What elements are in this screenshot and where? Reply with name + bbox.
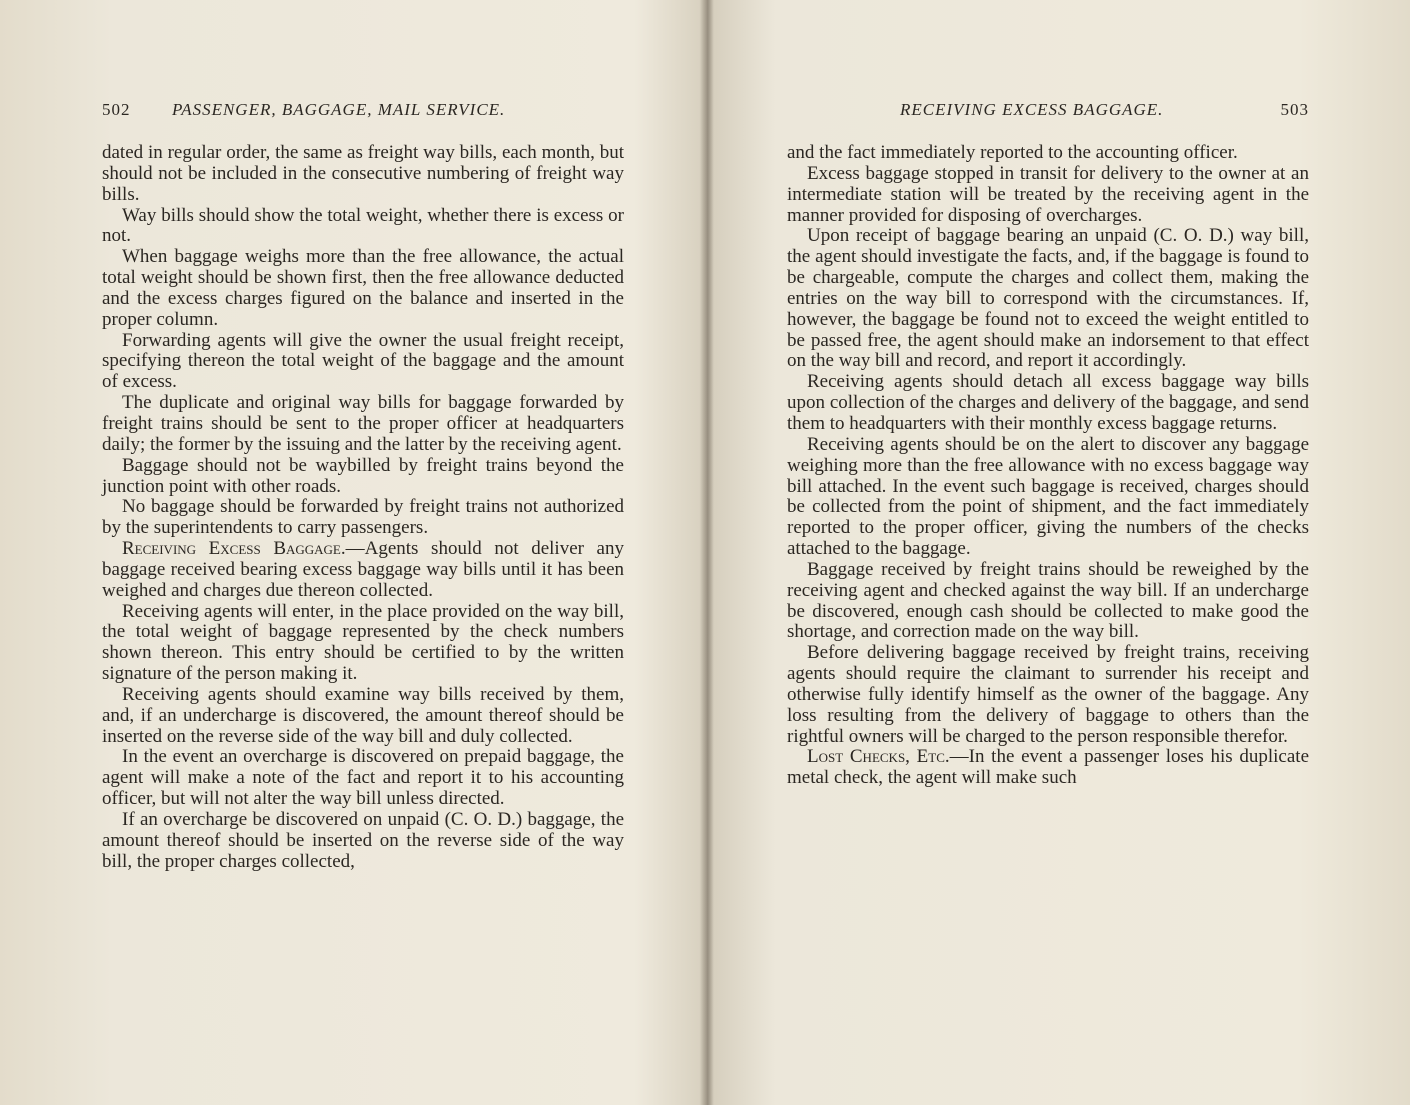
left-page: [102, 0, 624, 1105]
section-heading-lost-checks: Lost Checks, Etc.: [807, 746, 950, 768]
section-paragraph: [787, 747, 1309, 789]
book-gutter: [700, 0, 714, 1105]
paragraph: Forwarding agents will give the owner the usual freight receipt, specifying thereon the total weight of the baggage and the amount of excess.: [102, 329, 624, 393]
paragraph: Receiving agents should examine way bills received by them, and, if an undercharge is discovered, the amount thereof should be inserted on the reverse side of the way bill and duly collected.: [102, 683, 624, 747]
paragraph: If an overcharge be discovered on unpaid (C. O. D.) baggage, the amount thereof should be inserted on the reverse side of the way bill, the proper charges collected,: [102, 809, 624, 872]
paragraph: Baggage should not be waybilled by freight trains beyond the junction point with other roads.: [102, 454, 624, 497]
paragraph: In the event an overcharge is discovered on prepaid baggage, the agent will make a note of the fact and report it to his accounting officer, but will not alter the way bill unless directed.: [102, 746, 624, 810]
section-text: —Agents should not deliver any baggage received bearing excess baggage way bills until it has been weighed and charges due thereon collected.: [102, 538, 624, 601]
right-page-number: 503: [1280, 100, 1309, 119]
left-running-title: PASSENGER, BAGGAGE, MAIL SERVICE.: [172, 100, 506, 119]
paragraph: and the fact immediately reported to the accounting officer.: [787, 142, 1238, 163]
left-running-head: [102, 100, 624, 124]
paragraph: Receiving agents should be on the alert to discover any baggage weighing more than the free allowance with no excess baggage way bill attached. In the event such baggage is received, charges should be collected from the point of shipment, and the fact immediately reported to the proper officer, giving the numbers of the checks attached to the baggage.: [787, 433, 1309, 560]
paragraph: Excess baggage stopped in transit for delivery to the owner at an intermediate station will be treated by the receiving agent in the manner provided for disposing of overcharges.: [787, 162, 1309, 226]
section-paragraph: [102, 539, 624, 602]
section-heading-receiving-excess-baggage: Receiving Excess Baggage.: [122, 538, 346, 560]
right-running-head: [787, 100, 1309, 124]
paragraph: When baggage weighs more than the free allowance, the actual total weight should be shown first, then the free allowance deducted and the excess charges figured on the balance and inserted in the proper column.: [102, 246, 624, 330]
paragraph: dated in regular order, the same as freight way bills, each month, but should not be included in the consecutive numbering of freight way bills.: [102, 142, 624, 205]
right-page-text: [787, 143, 1309, 789]
paragraph: Receiving agents should detach all excess baggage way bills upon collection of the charges and delivery of the baggage, and send them to headquarters with their monthly excess baggage returns.: [787, 371, 1309, 434]
paragraph: Way bills should show the total weight, whether there is excess or not.: [102, 204, 624, 247]
left-page-text: [102, 143, 624, 873]
right-running-title: RECEIVING EXCESS BAGGAGE.: [900, 100, 1164, 119]
section-text: —In the event a passenger loses his duplicate metal check, the agent will make such: [787, 746, 1309, 789]
right-page: [787, 0, 1309, 1105]
paragraph: Receiving agents will enter, in the place provided on the way bill, the total weight of baggage represented by the check numbers shown thereon. This entry should be certified to by the written signature of the person making it.: [102, 600, 624, 685]
paragraph: No baggage should be forwarded by freight trains not authorized by the superintendents to carry passengers.: [102, 496, 624, 539]
paragraph: Upon receipt of baggage bearing an unpaid (C. O. D.) way bill, the agent should investigate the facts, and, if the baggage is found to be chargeable, compute the charges and collect them, making the entries on the way bill to correspond with the circumstances. If, however, the baggage be found not to exceed the weight entitled to be passed free, the agent should make an indorsement to that effect on the way bill and record, and report it accordingly.: [787, 225, 1309, 372]
left-page-number: 502: [102, 100, 131, 119]
paragraph: Baggage received by freight trains should be reweighed by the receiving agent and checked against the way bill. If an undercharge be discovered, enough cash should be collected to make good the shortage, and correction made on the way bill.: [787, 558, 1309, 643]
paragraph: Before delivering baggage received by freight trains, receiving agents should require the claimant to surrender his receipt and otherwise fully identify himself as the owner of the baggage. Any loss resulting from the delivery of baggage to others than the rightful owners will be charged to the person responsible therefor.: [787, 642, 1309, 747]
paragraph: The duplicate and original way bills for baggage forwarded by freight trains should be sent to the proper officer at headquarters daily; the former by the issuing and the latter by the receiving agent.: [102, 392, 624, 455]
